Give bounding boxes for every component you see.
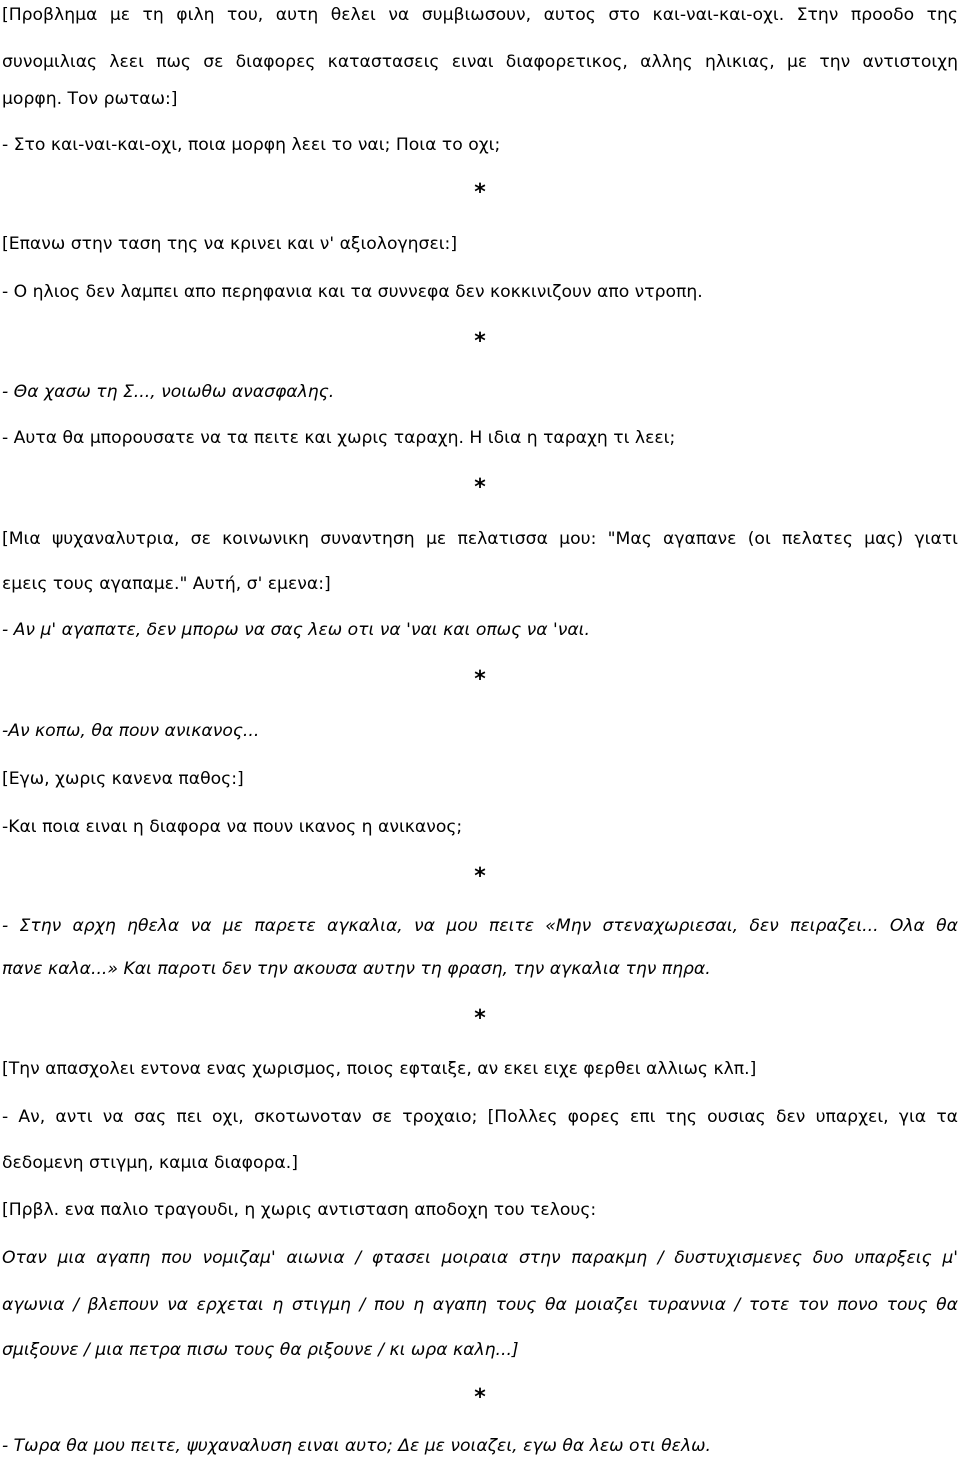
separator-asterisk: *: [474, 180, 486, 205]
text-line: - Αυτα θα μπορουσατε να τα πειτε και χωρις ταραχη. Η ιδια η ταραχη τι λεει;: [2, 428, 676, 448]
text-line: αγωνια / βλεπουν να ερχεται η στιγμη / που η αγαπη τους θα μοιαζει τυραννια / τοτε τον πονο τους θα: [2, 1295, 958, 1315]
text-line: συνομιλιας λεει πως σε διαφορες καταστασεις ειναι διαφορετικος, αλλης ηλικιας, με την αντιστοιχη: [2, 52, 958, 72]
text-line: [Εγω, χωρις κανενα παθος:]: [2, 769, 244, 789]
text-line: εμεις τους αγαπαμε." Αυτή, σ' εμενα:]: [2, 574, 331, 594]
separator-asterisk: *: [474, 667, 486, 692]
separator-asterisk: *: [474, 864, 486, 889]
text-line: πανε καλα...» Και παροτι δεν την ακουσα αυτην τη φραση, την αγκαλια την πηρα.: [2, 959, 711, 979]
separator-asterisk: *: [474, 1006, 486, 1031]
text-line: - Αν μ' αγαπατε, δεν μπορω να σας λεω οτι να 'ναι και οπως να 'ναι.: [2, 620, 590, 640]
text-line: - Θα χασω τη Σ..., νοιωθω ανασφαλης.: [2, 382, 335, 402]
text-line: μορφη. Τον ρωταω:]: [2, 89, 178, 109]
separator-asterisk: *: [474, 1385, 486, 1410]
separator-asterisk: *: [474, 475, 486, 500]
text-line: [Μια ψυχαναλυτρια, σε κοινωνικη συναντηση με πελατισσα μου: "Μας αγαπανε (οι πελατες μας) γιατι: [2, 529, 958, 549]
text-line: [Προβλημα με τη φιλη του, αυτη θελει να συμβιωσουν, αυτος στο και-ναι-και-οχι. Στην προοδο της: [2, 5, 958, 25]
text-line: - Ο ηλιος δεν λαμπει απο περηφανια και τα συννεφα δεν κοκκινιζουν απο ντροπη.: [2, 282, 703, 302]
separator-asterisk: *: [474, 329, 486, 354]
text-line: δεδομενη στιγμη, καμια διαφορα.]: [2, 1153, 298, 1173]
text-line: -Και ποια ειναι η διαφορα να πουν ικανος η ανικανος;: [2, 817, 463, 837]
text-line: σμιξουνε / μια πετρα πισω τους θα ριξουνε / κι ωρα καλη...]: [2, 1340, 519, 1360]
text-line: -Αν κοπω, θα πουν ανικανος...: [2, 721, 260, 741]
text-line: Οταν μια αγαπη που νομιζαμ' αιωνια / φτασει μοιραια στην παρακμη / δυστυχισμενες δυο υπαρξεις μ': [2, 1248, 958, 1268]
text-line: [Την απασχολει εντονα ενας χωρισμος, ποιος εφταιξε, αν εκει ειχε φερθει αλλιως κλπ.]: [2, 1059, 757, 1079]
text-line: [Επανω στην ταση της να κρινει και ν' αξιολογησει:]: [2, 234, 458, 254]
text-line: - Στην αρχη ηθελα να με παρετε αγκαλια, να μου πειτε «Μην στεναχωριεσαι, δεν πειραζει... Ολα θα: [2, 916, 958, 936]
text-line: [Πρβλ. ενα παλιο τραγουδι, η χωρις αντισταση αποδοχη του τελους:: [2, 1200, 597, 1220]
text-line: - Στο και-ναι-και-οχι, ποια μορφη λεει το ναι; Ποια το οχι;: [2, 135, 501, 155]
text-line: - Αν, αντι να σας πει οχι, σκοτωνοταν σε τροχαιο; [Πολλες φορες επι της ουσιας δεν υπαρχει, για τα: [2, 1107, 958, 1127]
text-line: - Τωρα θα μου πειτε, ψυχαναλυση ειναι αυτο; Δε με νοιαζει, εγω θα λεω οτι θελω.: [2, 1436, 712, 1456]
